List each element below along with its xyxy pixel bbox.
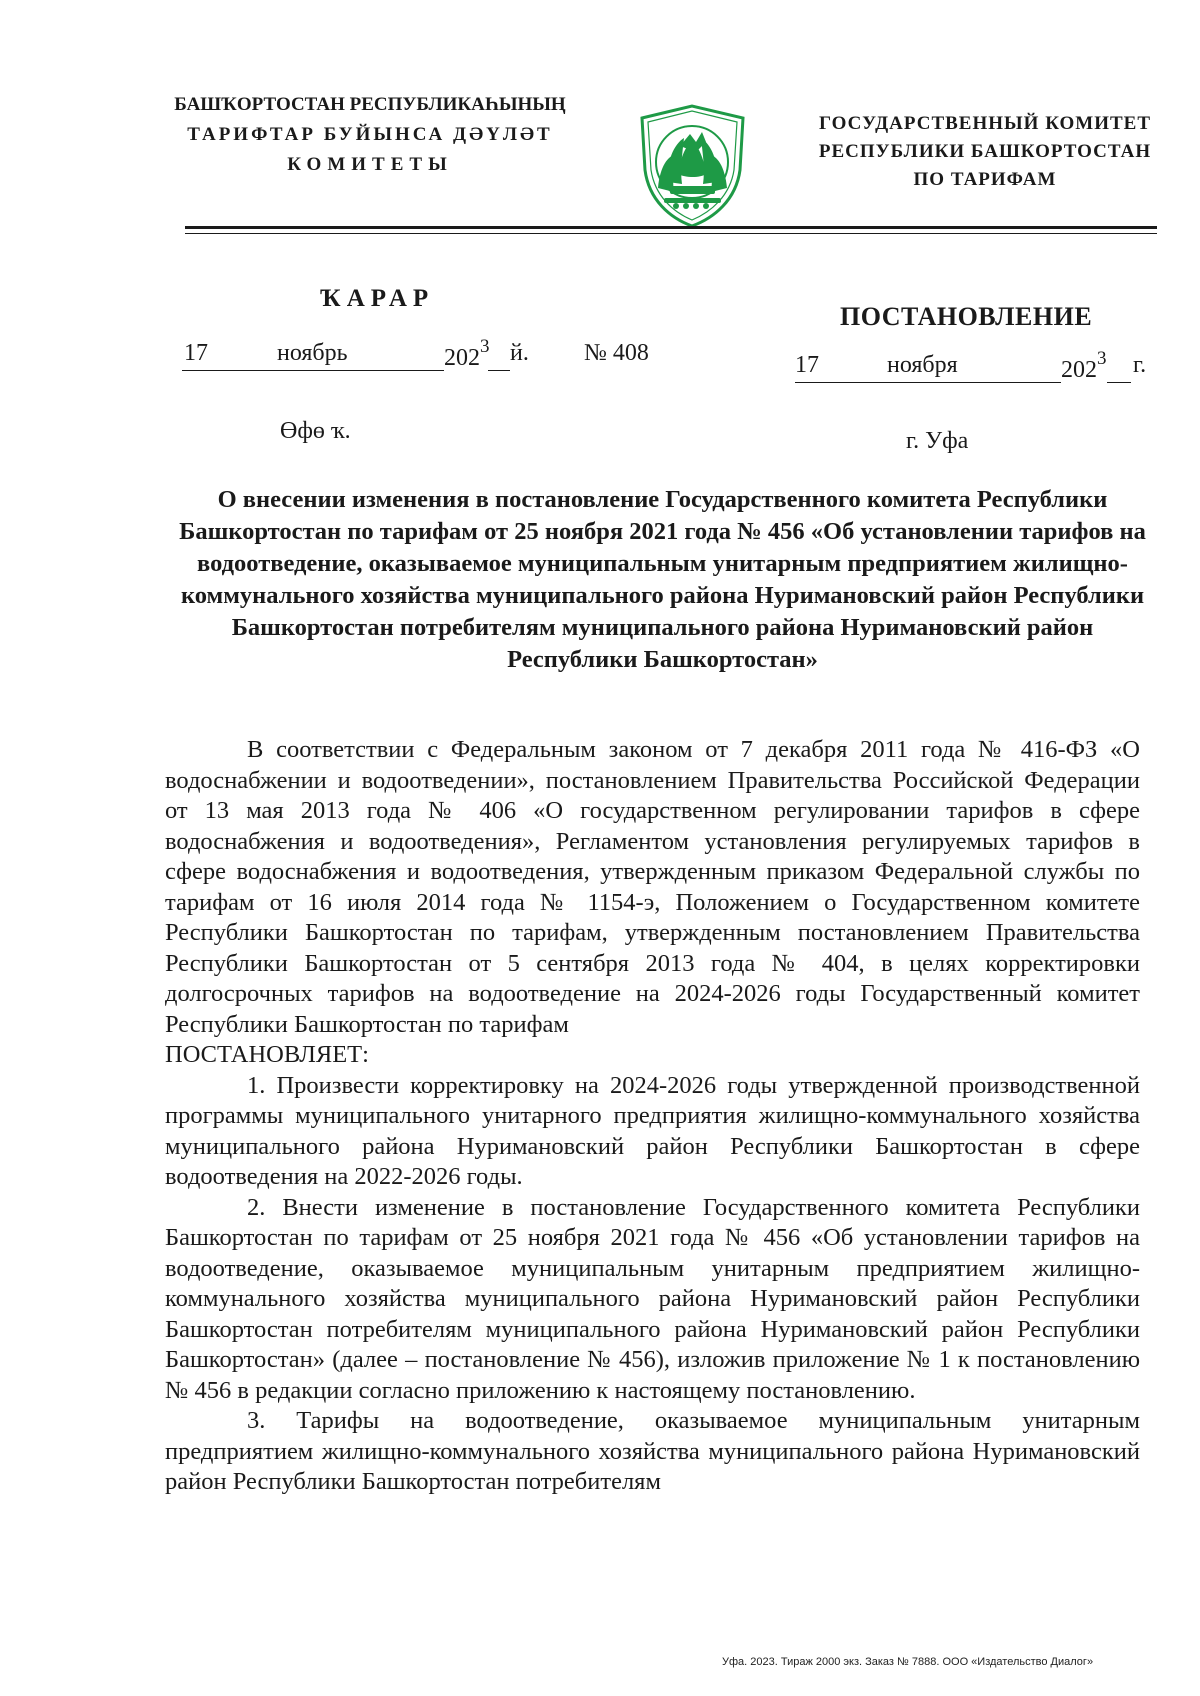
header-bashkir-line-3: КОМИТЕТЫ [287,154,453,175]
date-russian-day: 17 [795,352,819,378]
date-bashkir-year-underline [488,370,510,371]
date-russian-underline [795,382,1061,383]
date-russian-month: ноября [887,352,958,378]
date-bashkir-month: ноябрь [277,340,348,366]
date-bashkir [182,336,662,374]
header-divider-thin [185,233,1157,234]
item-2-paragraph: 2. Внести изменение в постановление Государственного комитета Республики Башкортостан по тарифам от 25 ноября 2021 года № 456 «Об установлении тарифов на водоотведение, оказываемое муниципальным унитарным предприятием жилищно-коммунального хозяйства муниципального района Нуримановский район Республики Башкортостан потребителям муниципального района Нуримановский район Республики Башкортостан» (далее – постановление № 456), изложив приложение № 1 к постановлению № 456 в редакции согласно приложению к настоящему постановлению. [165,1193,1140,1404]
date-russian-year-underline [1107,382,1131,383]
date-bashkir-day: 17 [184,340,208,366]
place-bashkir: Өфө ҡ. [280,418,351,444]
header-russian-line-3: ПО ТАРИФАМ [913,169,1057,190]
date-russian-year-suffix: г. [1133,352,1147,378]
resolve-statement: ПОСТАНОВЛЯЕТ: [165,1041,369,1068]
item-3-paragraph: 3. Тарифы на водоотведение, оказываемое муниципальным унитарным предприятием жилищно-коммунального хозяйства муниципального района Нуримановский район Республики Башкортостан потребителям [165,1407,1140,1495]
date-russian-year: $202^3$ [1061,348,1107,383]
date-russian [795,348,1170,386]
date-bashkir-year: $202^3$ [444,336,490,371]
coat-of-arms-emblem-icon [630,100,755,230]
date-bashkir-year-suffix: й. [510,340,529,366]
header-divider-thick [185,226,1157,229]
header-bashkir-line-1: БАШҠОРТОСТАН РЕСПУБЛИКАҺЫНЫҢ [174,94,566,115]
print-footer: Уфа. 2023. Тираж 2000 экз. Заказ № 7888. ООО «Издательство Диалог» [722,1656,1094,1668]
header-russian-line-1: ГОСУДАРСТВЕННЫЙ КОМИТЕТ [818,113,1152,134]
header-bashkir [150,90,590,180]
header-bashkir-line-2: ТАРИФТАР БУЙЫНСА ДӘҮЛӘТ [187,124,553,145]
document-title: О внесении изменения в постановление Государственного комитета Республики Башкортостан по тарифам от 25 ноября 2021 года № 456 «Об установлении тарифов на водоотведение, оказываемое муниципальным унитарным предприятием жилищно-коммунального хозяйства муниципального района Нуримановский район Республики Башкортостан потребителям муниципального района Нуримановский район Республики Башкортостан» [179,486,1146,673]
doc-number: № 408 [584,340,649,366]
header-russian-line-2: РЕСПУБЛИКИ БАШКОРТОСТАН [818,141,1152,162]
preamble-paragraph: В соответствии с Федеральным законом от 7 декабря 2011 года № 416-ФЗ «О водоснабжении и водоотведении», постановлением Правительства Российской Федерации от 13 мая 2013 года № 406 «О государственном регулировании тарифов в сфере водоснабжения и водоотведения», Регламентом установления регулируемых тарифов в сфере водоснабжения и водоотведения, утвержденным приказом Федеральной службы по тарифам от 16 июля 2014 года № 1154-э, Положением о Государственном комитете Республики Башкортостан по тарифам, утвержденным постановлением Правительства Республики Башкортостан от 5 сентября 2013 года № 404, в целях корректировки долгосрочных тарифов на водоотведение на 2024-2026 годы Государственный комитет Республики Башкортостан по тарифам [165,736,1140,1038]
date-bashkir-underline [182,370,444,371]
document-body [165,735,1140,1498]
doc-type-bashkir: ҠАРАР [320,285,435,312]
place-russian: г. Уфа [906,428,969,454]
doc-type-russian: ПОСТАНОВЛЕНИЕ [840,302,1093,331]
item-1-paragraph: 1. Произвести корректировку на 2024-2026 годы утвержденной производственной программы муниципального унитарного предприятия жилищно-коммунального хозяйства муниципального района Нуримановский район Республики Башкортостан в сфере водоотведения на 2022-2026 годы. [165,1071,1140,1190]
header-russian [795,110,1175,194]
